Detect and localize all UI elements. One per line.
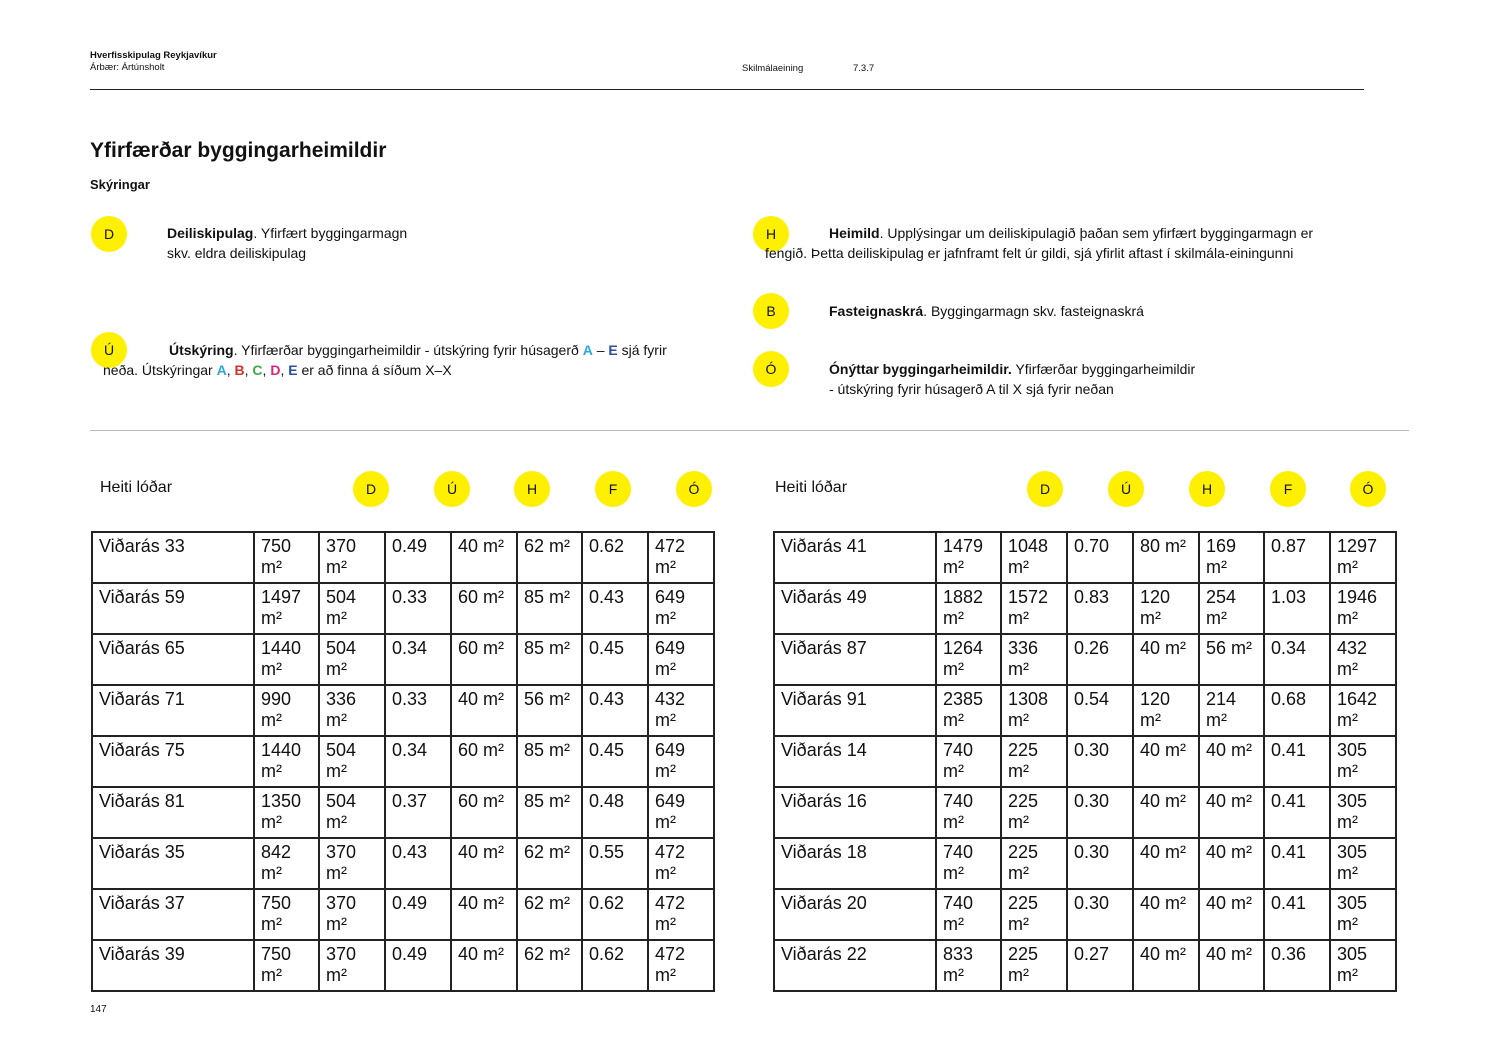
cell-value: 225 m² — [1001, 787, 1067, 838]
cell-value: 62 m² — [517, 532, 582, 583]
cell-value: 0.34 — [1264, 634, 1330, 685]
cell-value: 225 m² — [1001, 838, 1067, 889]
sep: , — [280, 361, 289, 378]
legend-item-b — [829, 302, 1144, 322]
legend-text: . Yfirfærðar byggingarheimildir - útskýring fyrir húsagerð — [233, 342, 583, 358]
cell-value: 0.43 — [582, 583, 648, 634]
cell-value: 1308 m² — [1001, 685, 1067, 736]
cell-value: 0.62 — [582, 532, 648, 583]
cell-value: 472 m² — [648, 940, 714, 991]
cell-value: 504 m² — [319, 787, 385, 838]
cell-value: 40 m² — [1199, 787, 1264, 838]
cell-value: 60 m² — [451, 736, 517, 787]
column-header-name: Heiti lóðar — [775, 479, 848, 496]
cell-value: 40 m² — [1133, 787, 1199, 838]
cell-value: 504 m² — [319, 634, 385, 685]
cell-value: 0.30 — [1067, 736, 1133, 787]
cell-value: 0.49 — [385, 532, 451, 583]
cell-value: 40 m² — [1133, 889, 1199, 940]
cell-lot-name: Viðarás 33 — [92, 532, 254, 583]
cell-value: 0.68 — [1264, 685, 1330, 736]
cell-value: 0.33 — [385, 583, 451, 634]
cell-value: 0.30 — [1067, 838, 1133, 889]
table-row — [774, 634, 1396, 685]
legend-badge-d: D — [91, 216, 127, 252]
column-header-u: Ú — [434, 471, 470, 507]
cell-value: 60 m² — [451, 583, 517, 634]
table-row — [774, 940, 1396, 991]
cell-value: 85 m² — [517, 634, 582, 685]
header-section: Skilmálaeining — [742, 63, 804, 74]
cell-value: 0.70 — [1067, 532, 1133, 583]
legend-item-d — [167, 224, 467, 263]
legend-text: er að finna á síðum X–X — [297, 361, 452, 378]
legend-title: Skýringar — [90, 177, 150, 192]
cell-value: 0.48 — [582, 787, 648, 838]
cell-value: 56 m² — [1199, 634, 1264, 685]
cell-value: 305 m² — [1330, 940, 1396, 991]
table-row — [92, 889, 714, 940]
cell-value: 2385 m² — [936, 685, 1001, 736]
header-title: Hverfisskipulag Reykjavíkur — [90, 50, 217, 61]
cell-value: 336 m² — [319, 685, 385, 736]
cell-value: 0.43 — [582, 685, 648, 736]
cell-value: 0.45 — [582, 736, 648, 787]
legend-term: Deiliskipulag — [167, 225, 254, 241]
cell-value: 740 m² — [936, 889, 1001, 940]
cell-value: 254 m² — [1199, 583, 1264, 634]
cell-value: 0.55 — [582, 838, 648, 889]
cell-value: 0.27 — [1067, 940, 1133, 991]
cell-value: 0.36 — [1264, 940, 1330, 991]
cell-lot-name: Viðarás 20 — [774, 889, 936, 940]
type-a: A — [216, 361, 227, 378]
cell-value: 990 m² — [254, 685, 319, 736]
cell-value: 1350 m² — [254, 787, 319, 838]
cell-value: 0.43 — [385, 838, 451, 889]
legend-text: . Byggingarmagn skv. fasteignaskrá — [923, 303, 1144, 319]
column-header-d: D — [1027, 471, 1063, 507]
table-row — [774, 838, 1396, 889]
header-divider — [90, 89, 1364, 90]
cell-value: 305 m² — [1330, 736, 1396, 787]
cell-value: 842 m² — [254, 838, 319, 889]
cell-value: 0.62 — [582, 940, 648, 991]
type-e: E — [288, 361, 298, 378]
type-e: E — [608, 342, 618, 358]
cell-value: 0.83 — [1067, 583, 1133, 634]
cell-value: 740 m² — [936, 736, 1001, 787]
cell-value: 504 m² — [319, 583, 385, 634]
legend-term: Fasteignaskrá — [829, 303, 924, 319]
column-header-d: D — [353, 471, 389, 507]
cell-lot-name: Viðarás 87 — [774, 634, 936, 685]
cell-lot-name: Viðarás 16 — [774, 787, 936, 838]
page-number: 147 — [90, 1004, 107, 1015]
cell-value: 56 m² — [517, 685, 582, 736]
cell-value: 472 m² — [648, 889, 714, 940]
cell-value: 0.45 — [582, 634, 648, 685]
cell-value: 60 m² — [451, 634, 517, 685]
table-row — [774, 583, 1396, 634]
cell-value: 62 m² — [517, 940, 582, 991]
table-row — [92, 736, 714, 787]
cell-lot-name: Viðarás 75 — [92, 736, 254, 787]
cell-value: 40 m² — [1133, 838, 1199, 889]
cell-value: 40 m² — [451, 889, 517, 940]
cell-value: 1479 m² — [936, 532, 1001, 583]
legend-term: Útskýring — [169, 342, 234, 358]
cell-value: 740 m² — [936, 787, 1001, 838]
cell-value: 750 m² — [254, 532, 319, 583]
cell-value: 504 m² — [319, 736, 385, 787]
cell-value: 1048 m² — [1001, 532, 1067, 583]
column-header-name: Heiti lóðar — [100, 479, 173, 496]
cell-value: 225 m² — [1001, 736, 1067, 787]
cell-value: 305 m² — [1330, 889, 1396, 940]
cell-value: 336 m² — [1001, 634, 1067, 685]
table-row — [92, 634, 714, 685]
cell-value: 0.26 — [1067, 634, 1133, 685]
type-b: B — [234, 361, 245, 378]
cell-value: 1440 m² — [254, 634, 319, 685]
table-row — [774, 787, 1396, 838]
cell-value: 0.54 — [1067, 685, 1133, 736]
sep: , — [262, 361, 271, 378]
legend-text: skv. eldra deiliskipulag — [167, 244, 307, 261]
column-header-f: F — [595, 471, 631, 507]
cell-value: 40 m² — [1199, 838, 1264, 889]
cell-value: 40 m² — [1199, 889, 1264, 940]
cell-value: 649 m² — [648, 787, 714, 838]
dash: – — [592, 342, 609, 358]
legend-item-o — [829, 360, 1195, 399]
cell-value: 40 m² — [1133, 736, 1199, 787]
cell-value: 1642 m² — [1330, 685, 1396, 736]
cell-value: 62 m² — [517, 838, 582, 889]
cell-value: 225 m² — [1001, 889, 1067, 940]
cell-value: 370 m² — [319, 838, 385, 889]
cell-value: 649 m² — [648, 583, 714, 634]
cell-value: 40 m² — [451, 940, 517, 991]
cell-value: 1264 m² — [936, 634, 1001, 685]
cell-value: 1572 m² — [1001, 583, 1067, 634]
cell-lot-name: Viðarás 71 — [92, 685, 254, 736]
column-header-h: H — [1189, 471, 1225, 507]
cell-value: 40 m² — [1133, 634, 1199, 685]
cell-value: 40 m² — [1199, 736, 1264, 787]
cell-value: 80 m² — [1133, 532, 1199, 583]
cell-value: 649 m² — [648, 736, 714, 787]
cell-value: 0.49 — [385, 889, 451, 940]
cell-value: 0.49 — [385, 940, 451, 991]
cell-value: 40 m² — [1199, 940, 1264, 991]
legend-text: sjá fyrir neða. Útskýringar — [103, 342, 667, 378]
cell-lot-name: Viðarás 14 — [774, 736, 936, 787]
column-header-u: Ú — [1108, 471, 1144, 507]
cell-lot-name: Viðarás 59 — [92, 583, 254, 634]
section-divider — [90, 430, 1409, 431]
cell-value: 1297 m² — [1330, 532, 1396, 583]
table-row — [774, 685, 1396, 736]
legend-term: Ónýttar byggingarheimildir. — [829, 361, 1012, 377]
cell-value: 0.41 — [1264, 838, 1330, 889]
cell-value: 370 m² — [319, 532, 385, 583]
sep: , — [244, 361, 253, 378]
cell-lot-name: Viðarás 81 — [92, 787, 254, 838]
cell-value: 0.34 — [385, 736, 451, 787]
type-a: A — [582, 342, 593, 358]
cell-lot-name: Viðarás 65 — [92, 634, 254, 685]
legend-badge-h: H — [753, 216, 789, 252]
cell-value: 432 m² — [648, 685, 714, 736]
cell-value: 0.33 — [385, 685, 451, 736]
column-header-f: F — [1270, 471, 1306, 507]
legend-text: . Upplýsingar um deiliskipulagið þaðan sem yfirfært byggingarmagn er fengið. Þetta deiliskipulag er jafnframt felt úr gildi, sjá yfirlit aftast í skilmála-einingunni — [765, 225, 1314, 261]
cell-value: 305 m² — [1330, 787, 1396, 838]
cell-lot-name: Viðarás 49 — [774, 583, 936, 634]
legend-badge-u: Ú — [91, 332, 127, 368]
legend-badge-b: B — [753, 293, 789, 329]
cell-value: 649 m² — [648, 634, 714, 685]
column-header-o: Ó — [676, 471, 712, 507]
column-header-o: Ó — [1350, 471, 1386, 507]
header-subtitle: Árbær: Ártúnsholt — [90, 62, 165, 73]
header-section-number: 7.3.7 — [853, 63, 875, 74]
right-table — [773, 531, 1397, 992]
table-row — [92, 685, 714, 736]
cell-value: 225 m² — [1001, 940, 1067, 991]
table-row — [774, 736, 1396, 787]
cell-value: 1.03 — [1264, 583, 1330, 634]
cell-value: 750 m² — [254, 940, 319, 991]
cell-value: 60 m² — [451, 787, 517, 838]
cell-value: 120 m² — [1133, 583, 1199, 634]
legend-text: - útskýring fyrir húsagerð A til X sjá fyrir neðan — [829, 380, 1114, 397]
cell-value: 0.37 — [385, 787, 451, 838]
cell-value: 40 m² — [451, 532, 517, 583]
cell-value: 120 m² — [1133, 685, 1199, 736]
cell-lot-name: Viðarás 37 — [92, 889, 254, 940]
cell-value: 750 m² — [254, 889, 319, 940]
cell-value: 40 m² — [451, 838, 517, 889]
cell-value: 1497 m² — [254, 583, 319, 634]
legend-term: Heimild — [829, 225, 880, 241]
cell-lot-name: Viðarás 91 — [774, 685, 936, 736]
table-row — [92, 583, 714, 634]
cell-value: 0.87 — [1264, 532, 1330, 583]
cell-lot-name: Viðarás 18 — [774, 838, 936, 889]
sep: , — [226, 361, 235, 378]
cell-lot-name: Viðarás 39 — [92, 940, 254, 991]
cell-value: 1946 m² — [1330, 583, 1396, 634]
legend-item-u — [103, 341, 683, 380]
cell-value: 0.62 — [582, 889, 648, 940]
cell-value: 0.30 — [1067, 787, 1133, 838]
cell-value: 305 m² — [1330, 838, 1396, 889]
left-table — [91, 531, 715, 992]
cell-value: 740 m² — [936, 838, 1001, 889]
type-c: C — [252, 361, 263, 378]
page-title: Yfirfærðar byggingarheimildir — [90, 139, 387, 162]
cell-value: 0.41 — [1264, 787, 1330, 838]
cell-value: 85 m² — [517, 583, 582, 634]
cell-value: 0.30 — [1067, 889, 1133, 940]
cell-value: 0.41 — [1264, 889, 1330, 940]
legend-item-h — [765, 224, 1350, 263]
legend-badge-o: Ó — [753, 351, 789, 387]
table-row — [92, 787, 714, 838]
column-header-h: H — [514, 471, 550, 507]
cell-lot-name: Viðarás 41 — [774, 532, 936, 583]
cell-value: 85 m² — [517, 736, 582, 787]
cell-value: 472 m² — [648, 532, 714, 583]
cell-lot-name: Viðarás 35 — [92, 838, 254, 889]
cell-value: 472 m² — [648, 838, 714, 889]
cell-value: 833 m² — [936, 940, 1001, 991]
table-row — [774, 889, 1396, 940]
legend-text: . Yfirfært byggingarmagn — [253, 225, 408, 241]
table-row — [92, 838, 714, 889]
cell-value: 0.41 — [1264, 736, 1330, 787]
legend-text: Yfirfærðar byggingarheimildir — [1011, 361, 1196, 377]
cell-value: 370 m² — [319, 889, 385, 940]
type-d: D — [270, 361, 281, 378]
cell-value: 432 m² — [1330, 634, 1396, 685]
table-row — [774, 532, 1396, 583]
cell-value: 1882 m² — [936, 583, 1001, 634]
cell-value: 40 m² — [1133, 940, 1199, 991]
cell-value: 40 m² — [451, 685, 517, 736]
cell-value: 62 m² — [517, 889, 582, 940]
cell-value: 1440 m² — [254, 736, 319, 787]
cell-value: 0.34 — [385, 634, 451, 685]
table-row — [92, 532, 714, 583]
cell-value: 370 m² — [319, 940, 385, 991]
cell-lot-name: Viðarás 22 — [774, 940, 936, 991]
cell-value: 169 m² — [1199, 532, 1264, 583]
cell-value: 85 m² — [517, 787, 582, 838]
table-row — [92, 940, 714, 991]
cell-value: 214 m² — [1199, 685, 1264, 736]
